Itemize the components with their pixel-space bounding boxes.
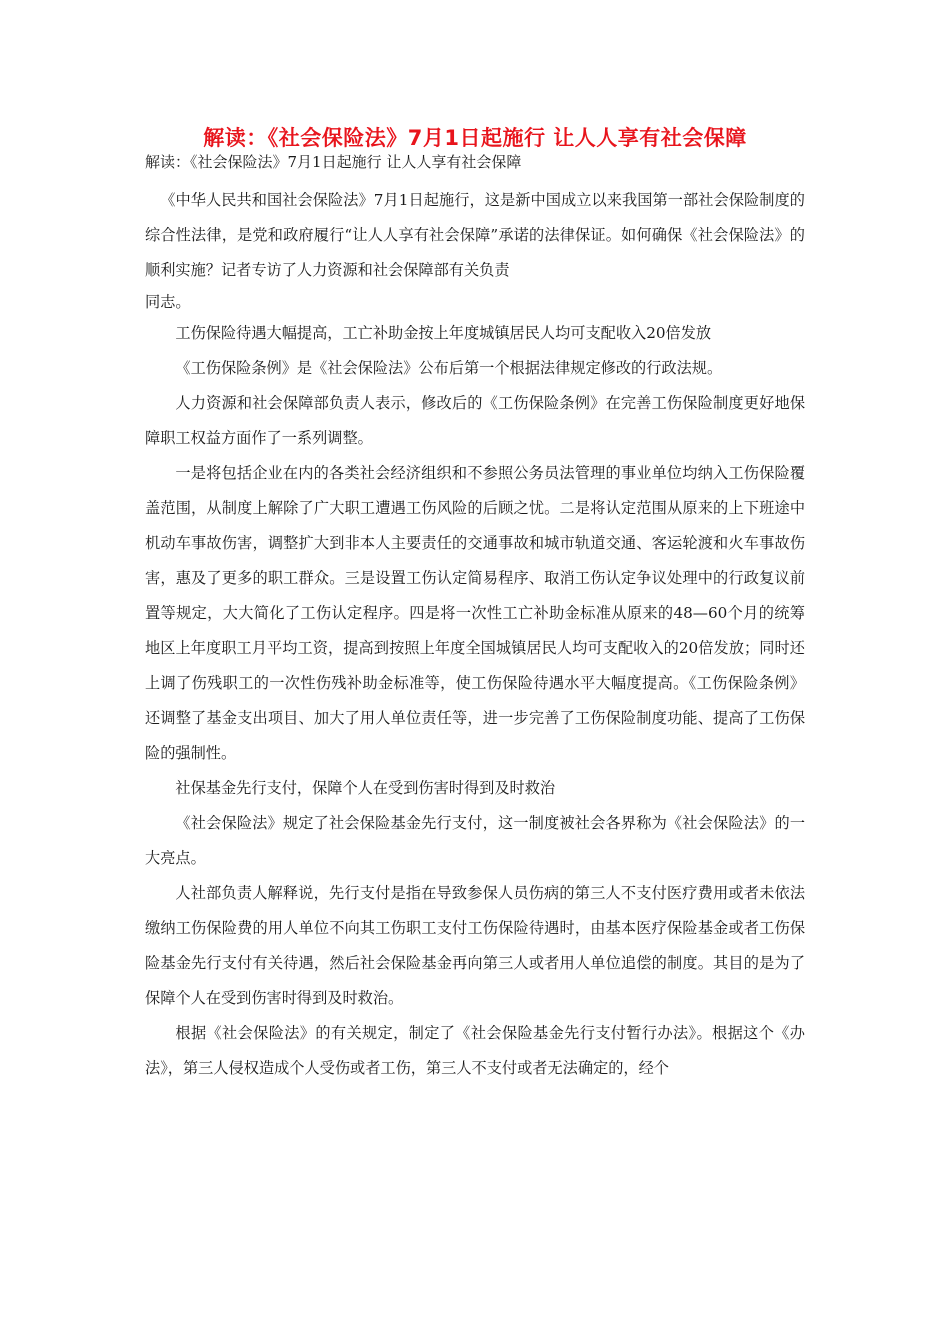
paragraph: 《社会保险法》规定了社会保险基金先行支付，这一制度被社会各界称为《社会保险法》的一大亮点。 [145,814,805,867]
section-heading-work-injury: 工伤保险待遇大幅提高，工亡补助金按上年度城镇居民人均可支配收入20倍发放 [175,324,712,342]
document-title: 解读：《社会保险法》7月1日起施行 让人人享有社会保障 [203,126,747,150]
section-heading-advance-payment: 社保基金先行支付，保障个人在受到伤害时得到及时救治 [175,779,556,797]
paragraph: 根据《社会保险法》的有关规定，制定了《社会保险基金先行支付暂行办法》。根据这个《办法》，第三人侵权造成个人受伤或者工伤，第三人不支付或者无法确定的，经个 [145,1024,805,1077]
paragraph: 人力资源和社会保障部负责人表示，修改后的《工伤保险条例》在完善工伤保险制度更好地保障职工权益方面作了一系列调整。 [145,394,805,447]
paragraph: 一是将包括企业在内的各类社会经济组织和不参照公务员法管理的事业单位均纳入工伤保险覆盖范围，从制度上解除了广大职工遭遇工伤风险的后顾之忧。二是将认定范围从原来的上下班途中机动车事故伤害，调整扩大到非本人主要责任的交通事故和城市轨道交通、客运轮渡和火车事故伤害，惠及了更多的职工群众。三是设置工伤认定简易程序、取消工伤认定争议处理中的行政复议前置等规定，大大简化了工伤认定程序。四是将一次性工亡补助金标准从原来的48—60个月的统筹地区上年度职工月平均工资，提高到按照上年度全国城镇居民人均可支配收入的20倍发放；同时还上调了伤残职工的一次性伤残补助金标准等，使工伤保险待遇水平大幅度提高。《工伤保险条例》还调整了基金支出项目、加大了用人单位责任等，进一步完善了工伤保险制度功能、提高了工伤保险的强制性。 [145,464,805,762]
paragraph: 人社部负责人解释说，先行支付是指在导致参保人员伤病的第三人不支付医疗费用或者未依法缴纳工伤保险费的用人单位不向其工伤职工支付工伤保险待遇时，由基本医疗保险基金或者工伤保险基金先行支付有关待遇，然后社会保险基金再向第三人或者用人单位追偿的制度。其目的是为了保障个人在受到伤害时得到及时救治。 [145,884,805,1007]
document-body [145,183,805,1086]
paragraph: 《工伤保险条例》是《社会保险法》公布后第一个根据法律规定修改的行政法规。 [175,359,723,377]
document-subtitle: 解读：《社会保险法》7月1日起施行 让人人享有社会保障 [145,153,522,171]
paragraph-intro-tail: 同志。 [145,293,191,311]
paragraph-intro: 《中华人民共和国社会保险法》7月1日起施行，这是新中国成立以来我国第一部社会保险制度的综合性法律，是党和政府履行“让人人享有社会保障”承诺的法律保证。如何确保《社会保险法》的顺利实施？记者专访了人力资源和社会保障部有关负责 [145,191,805,279]
